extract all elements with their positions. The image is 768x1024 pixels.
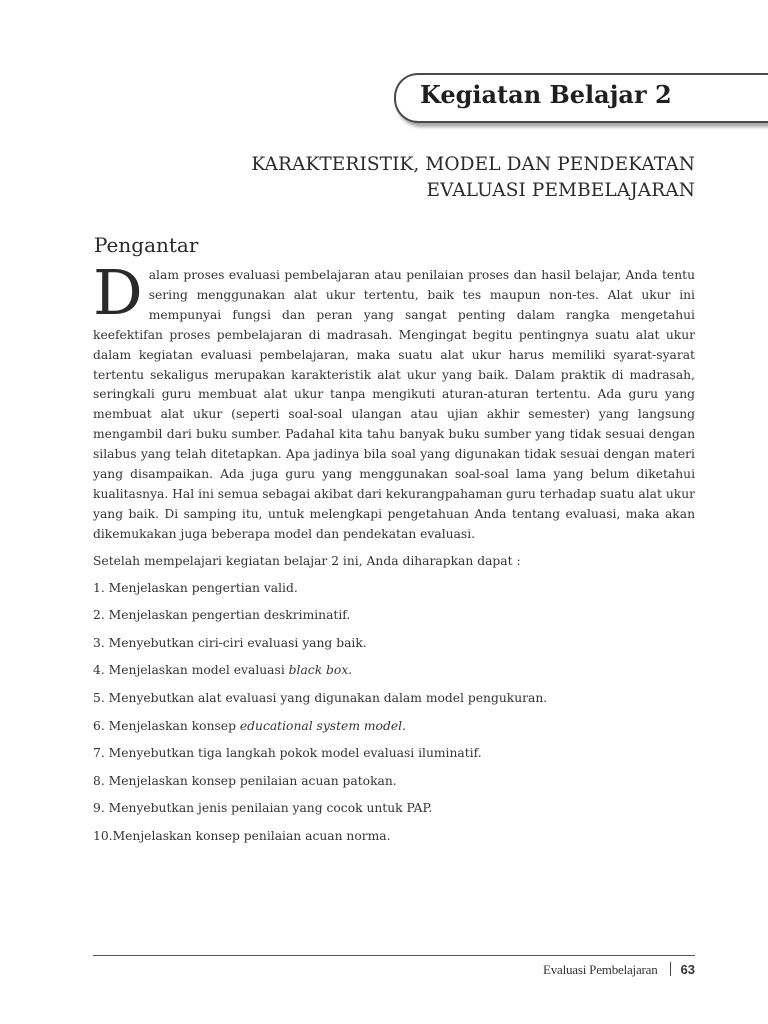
list-item (93, 605, 695, 633)
intro-paragraph-text: alam proses evaluasi pembelajaran atau penilaian proses dan hasil belajar, Anda tentu sering menggunakan alat ukur tertentu, baik tes maupun non-tes. Alat ukur ini mempunyai fungsi dan peran yang sangat penting dalam rangka mengetahui keefektifan proses pembelajaran di madrasah. Mengingat begitu pentingnya suatu alat ukur dalam kegiatan evaluasi pembelajaran, maka suatu alat ukur harus memiliki syarat-syarat tertentu sekaligus merupakan karakteristik alat ukur yang baik. Dalam praktik di madrasah, seringkali guru membuat alat ukur tanpa mengikuti aturan-aturan tertentu. Ada guru yang membuat alat ukur (seperti soal-soal ulangan atau ujian akhir semester) yang langsung mengambil dari buku sumber. Padahal kita tahu banyak buku sumber yang tidak sesuai dengan silabus yang telah ditetapkan. Apa jadinya bila soal yang digunakan tidak sesuai dengan materi yang disampaikan. Ada juga guru yang menggunakan soal-soal lama yang belum diketahui kualitasnya. Hal ini semua sebagai akibat dari kekurangpahaman guru terhadap suatu alat ukur yang baik. Di samping itu, untuk melengkapi pengetahuan Anda tentang evaluasi, maka akan dikemukakan juga beberapa model dan pendekatan evaluasi. (93, 268, 695, 541)
list-item-text: Menjelaskan konsep (108, 718, 240, 733)
list-item-number: 5. (93, 690, 105, 705)
drop-cap: D (93, 256, 143, 329)
list-item-number: 8. (93, 773, 105, 788)
list-item (93, 716, 695, 744)
list-item-number: 3. (93, 635, 105, 650)
list-item-text: Menjelaskan pengertian valid. (108, 580, 298, 595)
chapter-title: Kegiatan Belajar 2 (420, 80, 672, 109)
list-item-number: 6. (93, 718, 105, 733)
list-item-text: Menjelaskan pengertian deskriminatif. (108, 608, 351, 623)
list-item (93, 578, 695, 606)
list-item-italic-text: black box. (288, 663, 353, 678)
section-title (93, 152, 695, 204)
list-item-text: Menjelaskan konsep penilaian acuan patokan. (108, 773, 397, 788)
intro-heading: Pengantar (94, 233, 199, 257)
list-item (93, 633, 695, 661)
list-item (93, 771, 695, 799)
list-item (93, 743, 695, 771)
page-number: 63 (680, 962, 695, 977)
intro-paragraph (93, 256, 695, 545)
objectives-list (93, 578, 695, 854)
list-item-italic-text: educational system model. (239, 718, 406, 733)
list-item-number: 1. (93, 580, 105, 595)
list-item-text: Menjelaskan model evaluasi (108, 663, 289, 678)
list-item-number: 9. (93, 801, 105, 816)
list-item-text: Menjelaskan konsep penilaian acuan norma. (112, 828, 391, 843)
section-title-line-2: EVALUASI PEMBELAJARAN (426, 180, 695, 201)
body-text (93, 256, 695, 854)
page-footer (543, 962, 695, 978)
list-item (93, 660, 695, 688)
footer-rule (93, 955, 695, 956)
section-title-line-1: KARAKTERISTIK, MODEL DAN PENDEKATAN (251, 154, 695, 175)
footer-separator (670, 962, 671, 976)
list-item-number: 7. (93, 746, 105, 761)
list-item-number: 10. (93, 828, 113, 843)
list-item-text: Menyebutkan jenis penilaian yang cocok untuk PAP. (108, 801, 433, 816)
list-item (93, 798, 695, 826)
list-item-number: 2. (93, 608, 105, 623)
footer-book-title: Evaluasi Pembelajaran (542, 962, 658, 977)
list-item (93, 826, 695, 854)
objectives-intro: Setelah mempelajari kegiatan belajar 2 ini, Anda diharapkan dapat : (93, 553, 521, 568)
list-item-text: Menyebutkan alat evaluasi yang digunakan dalam model pengukuran. (108, 690, 548, 705)
list-item-text: Menyebutkan tiga langkah pokok model evaluasi iluminatif. (108, 746, 482, 761)
list-item-text: Menyebutkan ciri-ciri evaluasi yang baik. (108, 635, 367, 650)
list-item (93, 688, 695, 716)
list-item-number: 4. (93, 663, 105, 678)
